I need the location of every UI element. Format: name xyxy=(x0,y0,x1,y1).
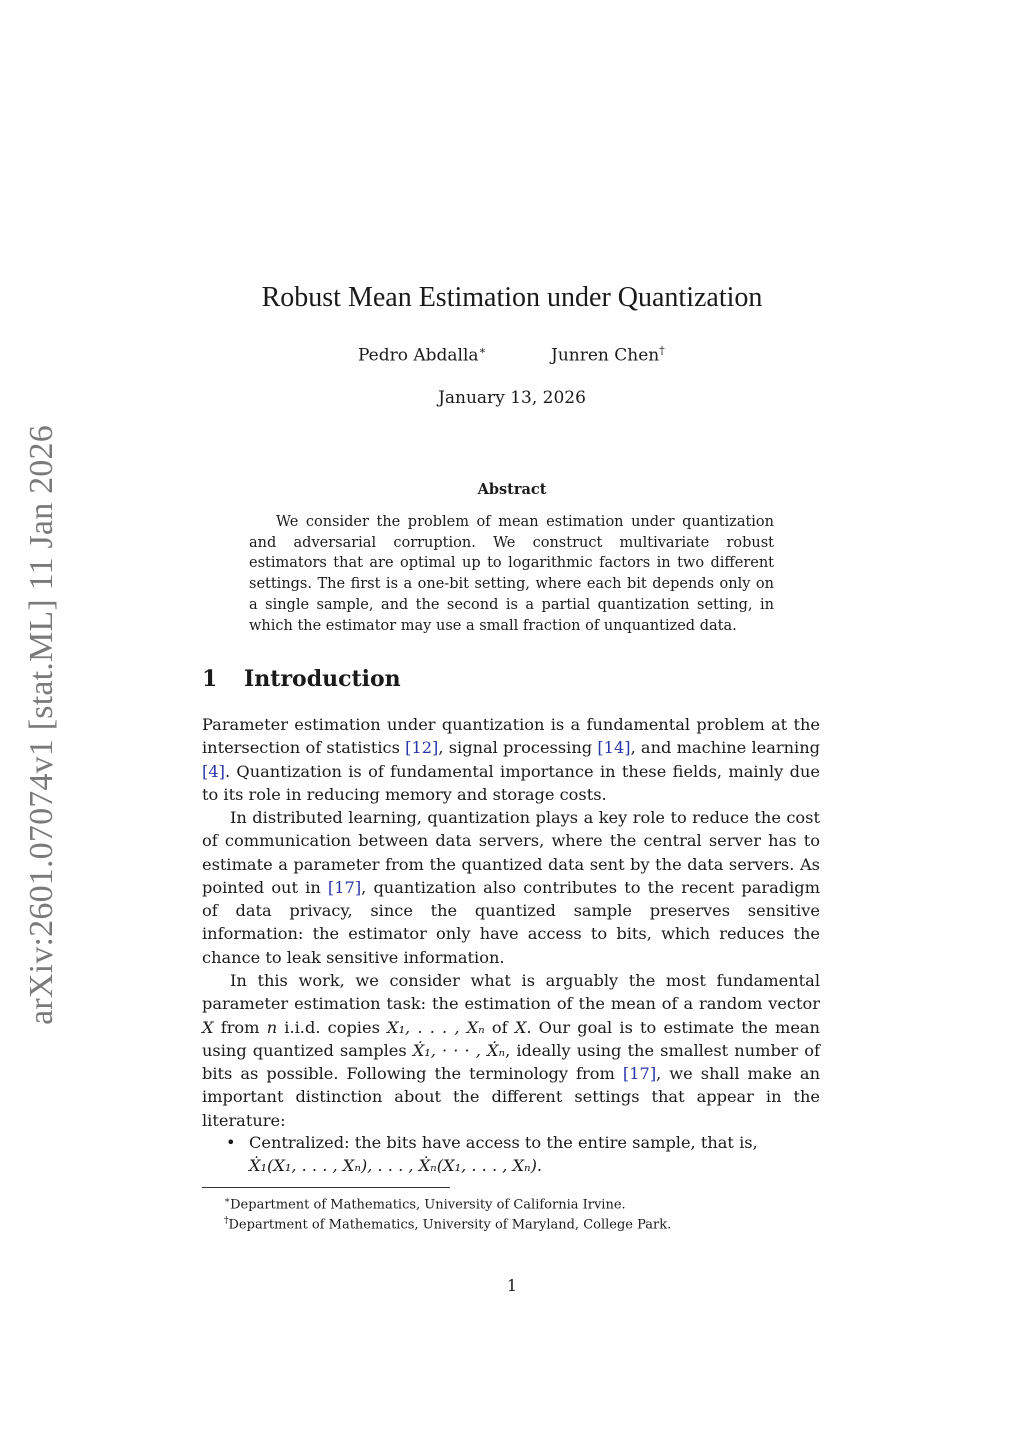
paper-date: January 13, 2026 xyxy=(438,388,586,408)
page-number: 1 xyxy=(506,1276,518,1295)
author-2-mark: † xyxy=(659,344,665,357)
intro-paragraph-3 xyxy=(202,969,820,1132)
text-run: of xyxy=(484,1017,515,1037)
text-run: Parameter estimation under quantization is a fundamental problem at the intersection of statistics xyxy=(202,715,820,758)
author-1 xyxy=(358,344,486,366)
bullet-icon: • xyxy=(226,1133,236,1152)
text-run: , quantization also contributes to the recent paradigm of data privacy, since the quantized sample preserves sensitive information: the estimator only have access to bits, which reduces the chance to leak sensitive information. xyxy=(202,877,820,967)
footnote-2 xyxy=(224,1212,671,1234)
citation-link[interactable]: [14] xyxy=(597,738,631,758)
section-heading xyxy=(202,666,401,692)
text-run: , ideally using the smallest number of bits as possible. Following the terminology from xyxy=(202,1040,821,1084)
footnote-text: Department of Mathematics, University of California Irvine. xyxy=(230,1197,626,1213)
footnote-divider xyxy=(202,1187,450,1188)
footnote-1 xyxy=(224,1192,626,1214)
list-item xyxy=(202,1131,820,1178)
list-item-label: Centralized: the bits have access to the entire sample, that is, xyxy=(249,1133,758,1152)
text-run: , and machine learning xyxy=(630,738,820,758)
text-run: , we shall make an important distinction about the different settings that appear in the literature: xyxy=(202,1064,820,1130)
text-run: . Our goal is to estimate the mean using quantized samples xyxy=(202,1017,820,1060)
author-2 xyxy=(551,344,665,366)
section-title: Introduction xyxy=(244,666,401,692)
abstract-heading: Abstract xyxy=(477,481,547,498)
math-variable: n xyxy=(266,1017,278,1037)
text-run: In distributed learning, quantization plays a key role to reduce the cost of communication between data servers, where the central server has to estimate a parameter from the quantized data sent by the data servers. As pointed out in xyxy=(202,808,820,897)
footnote-mark: † xyxy=(224,1216,229,1226)
text-run: In this work, we consider what is arguably the most fundamental parameter estimation task: the estimation of the mean of a random vector xyxy=(202,971,820,1014)
math-sequence: X₁, . . . , Xₙ xyxy=(387,1017,485,1037)
math-sequence: Ẋ₁, · · · , Ẋₙ xyxy=(412,1040,506,1060)
settings-list xyxy=(202,1131,820,1178)
citation-link[interactable]: [12] xyxy=(405,738,439,758)
arxiv-identifier-stamp: arXiv:2601.07074v1 [stat.ML] 11 Jan 2026 xyxy=(23,425,60,1025)
author-2-name: Junren Chen xyxy=(551,345,660,366)
text-run: from xyxy=(220,1017,267,1037)
text-run: , signal processing xyxy=(438,738,598,758)
intro-paragraph-1 xyxy=(202,713,820,806)
citation-link[interactable]: [17] xyxy=(622,1064,657,1084)
citation-link[interactable]: [17] xyxy=(327,877,362,897)
intro-paragraph-2 xyxy=(202,806,820,969)
text-run: i.i.d. copies xyxy=(277,1017,388,1037)
footnote-mark: ∗ xyxy=(224,1196,231,1206)
author-1-mark: ∗ xyxy=(478,344,487,357)
math-variable: X xyxy=(514,1017,527,1037)
citation-link[interactable]: [4] xyxy=(202,761,225,781)
list-item-formula: Ẋ₁(X₁, . . . , Xₙ), . . . , Ẋₙ(X₁, . . . , Xₙ). xyxy=(249,1156,543,1176)
section-number: 1 xyxy=(202,666,218,692)
abstract-body: We consider the problem of mean estimation under quantization and adversarial corruption. We construct multivariate robust estimators that are optimal up to logarithmic factors in two different settings. The first is a one-bit setting, where each bit depends only on a single sample, and the second is a partial quantization setting, in which the estimator may use a small fraction of unquantized data. xyxy=(249,514,774,634)
author-1-name: Pedro Abdalla xyxy=(358,345,479,366)
paper-title: Robust Mean Estimation under Quantization xyxy=(261,282,763,313)
math-variable: X xyxy=(202,1017,214,1037)
text-run: . Quantization is of fundamental importance in these fields, mainly due to its role in reducing memory and storage costs. xyxy=(202,761,820,804)
footnote-text: Department of Mathematics, University of Maryland, College Park. xyxy=(228,1217,672,1233)
